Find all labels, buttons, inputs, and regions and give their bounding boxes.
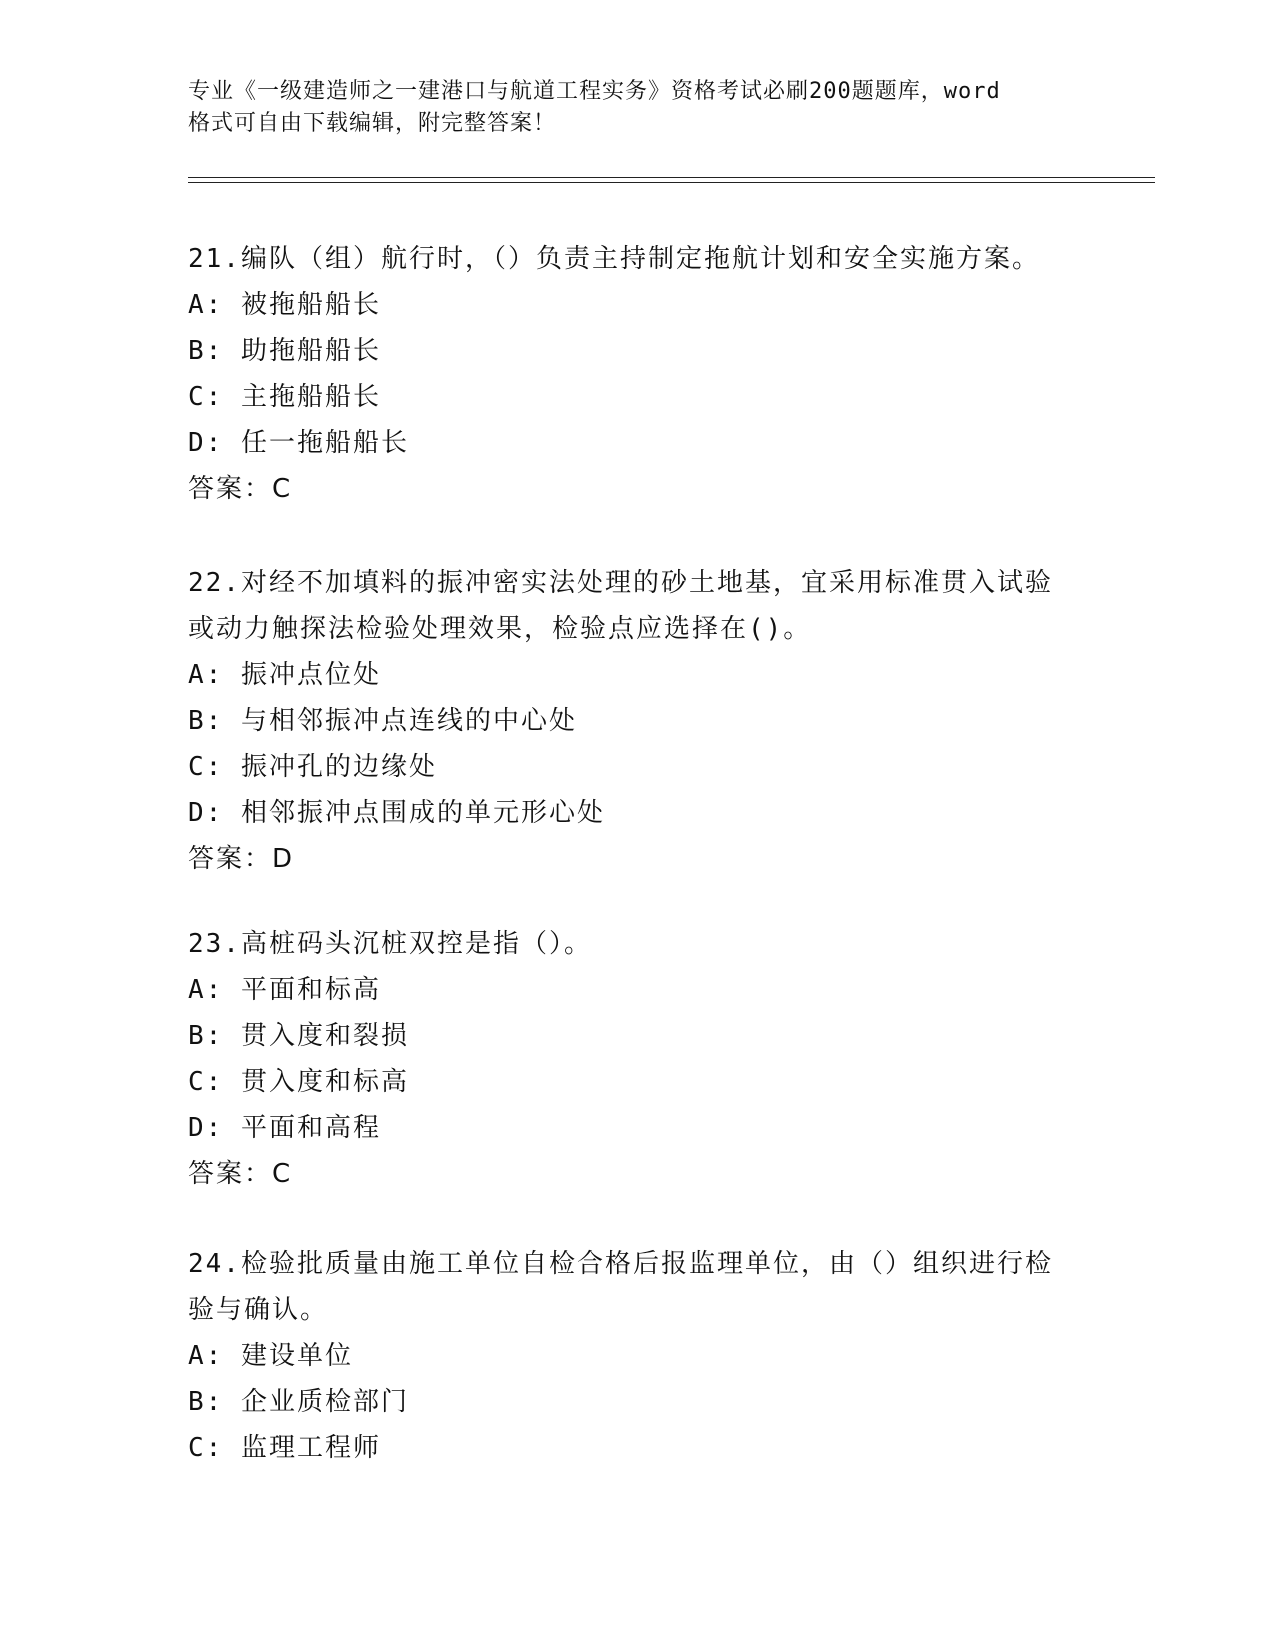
answer: 答案：C bbox=[188, 474, 293, 504]
option-a: A: 平面和标高 bbox=[188, 975, 381, 1005]
option-b: B: 企业质检部门 bbox=[188, 1387, 409, 1417]
header-divider-bottom bbox=[188, 182, 1155, 183]
option-a: A: 建设单位 bbox=[188, 1341, 353, 1371]
option-a: A: 振冲点位处 bbox=[188, 660, 381, 690]
option-a: A: 被拖船船长 bbox=[188, 290, 381, 320]
question-23 bbox=[188, 921, 1088, 1197]
question-24 bbox=[188, 1241, 1088, 1471]
answer: 答案：D bbox=[188, 844, 295, 874]
question-stem: 22.对经不加填料的振冲密实法处理的砂土地基，宜采用标准贯入试验 或动力触探法检验处理效果，检验点应选择在()。 bbox=[188, 568, 1053, 644]
option-d: D: 平面和高程 bbox=[188, 1113, 381, 1143]
option-b: B: 贯入度和裂损 bbox=[188, 1021, 409, 1051]
option-c: C: 监理工程师 bbox=[188, 1433, 381, 1463]
option-c: C: 贯入度和标高 bbox=[188, 1067, 409, 1097]
option-b: B: 与相邻振冲点连线的中心处 bbox=[188, 706, 577, 736]
option-c: C: 振冲孔的边缘处 bbox=[188, 752, 437, 782]
question-21 bbox=[188, 236, 1088, 512]
question-stem: 21.编队（组）航行时，（）负责主持制定拖航计划和安全实施方案。 bbox=[188, 244, 1040, 274]
option-c: C: 主拖船船长 bbox=[188, 382, 381, 412]
option-b: B: 助拖船船长 bbox=[188, 336, 381, 366]
option-d: D: 任一拖船船长 bbox=[188, 428, 409, 458]
answer: 答案：C bbox=[188, 1159, 293, 1189]
option-d: D: 相邻振冲点围成的单元形心处 bbox=[188, 798, 605, 828]
header-divider-top bbox=[188, 177, 1155, 178]
document-header bbox=[188, 76, 1068, 140]
header-line-2: 格式可自由下载编辑，附完整答案！ bbox=[188, 111, 557, 136]
header-line-1: 专业《一级建造师之一建港口与航道工程实务》资格考试必刷200题题库，word bbox=[188, 79, 1001, 104]
question-22 bbox=[188, 560, 1088, 882]
question-stem: 24.检验批质量由施工单位自检合格后报监理单位，由（）组织进行检 验与确认。 bbox=[188, 1249, 1053, 1325]
question-stem: 23.高桩码头沉桩双控是指（）。 bbox=[188, 929, 592, 959]
